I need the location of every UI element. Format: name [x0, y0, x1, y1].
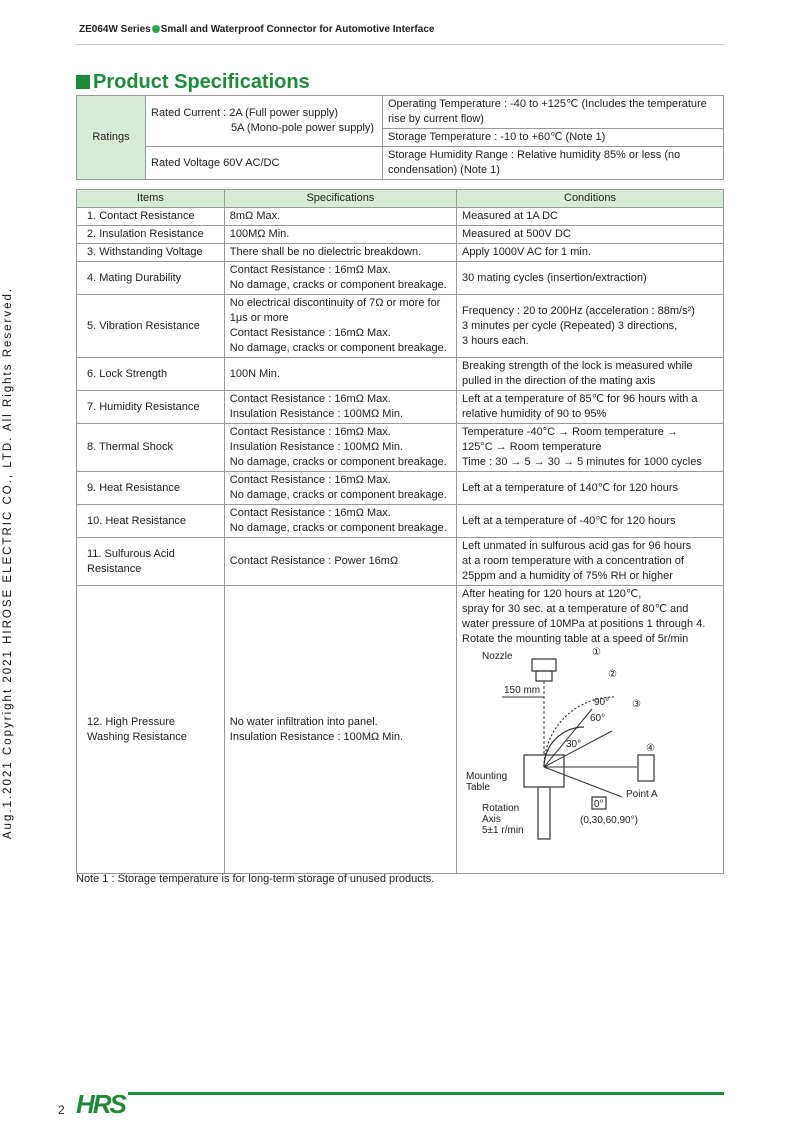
condition-line: 125°C → Room temperature	[462, 441, 602, 453]
condition-line: Left at a temperature of 140℃ for 120 hours	[462, 481, 678, 494]
condition-line: Breaking strength of the lock is measured while	[462, 360, 693, 372]
condition-line: pulled in the direction of the mating axis	[462, 375, 656, 387]
rotation-label-line1: Rotation	[482, 803, 520, 814]
angles-label: (0,30,60,90°)	[580, 815, 638, 826]
condition-line: After heating for 120 hours at 120℃,	[462, 588, 642, 600]
spec-line: No water infiltration into panel.	[229, 715, 378, 728]
spec-line: Contact Resistance : 16mΩ Max.	[229, 474, 391, 486]
table-row	[77, 226, 724, 244]
col-header-specifications: Specifications	[224, 190, 456, 208]
condition-line: Time : 30 → 5 → 30 → 5 minutes for 1000 cycles	[462, 456, 702, 468]
row-condition	[457, 295, 724, 358]
series-subtitle: Small and Waterproof Connector for Automotive Interface	[160, 24, 435, 35]
row-spec	[224, 262, 456, 295]
condition-line: Measured at 1A DC	[462, 210, 558, 222]
condition-line: Left at a temperature of -40℃ for 120 hours	[462, 514, 676, 527]
row-item: 7. Humidity Resistance	[77, 391, 225, 424]
row-item: 1. Contact Resistance	[77, 208, 225, 226]
speed-label: 5±1 r/min	[482, 825, 524, 836]
condition-line: Temperature -40°C → Room temperature →	[462, 426, 678, 438]
spec-line: 100N Min.	[229, 367, 280, 380]
angle-30-label: 30°	[566, 739, 582, 750]
specs-body	[77, 208, 724, 874]
series-name: ZE064W Series	[79, 24, 151, 35]
row-condition	[457, 586, 724, 874]
spec-line: Insulation Resistance : 100MΩ Min.	[229, 730, 404, 743]
spec-line: No damage, cracks or component breakage.	[229, 456, 447, 468]
condition-line: at a room temperature with a concentration of	[462, 555, 684, 567]
row-item: 8. Thermal Shock	[77, 424, 225, 472]
row-item: 3. Withstanding Voltage	[77, 244, 225, 262]
row-condition	[457, 391, 724, 424]
washing-test-diagram	[462, 647, 718, 847]
condition-line: Rotate the mounting table at a speed of 5r/min	[462, 633, 689, 645]
row-condition	[457, 538, 724, 586]
spec-line: No damage, cracks or component breakage.	[229, 489, 447, 501]
row-spec	[224, 208, 456, 226]
spec-line: Insulation Resistance : 100MΩ Min.	[229, 441, 404, 453]
row-item: 6. Lock Strength	[77, 358, 225, 391]
row-item: 10. Heat Resistance	[77, 505, 225, 538]
row-condition	[457, 226, 724, 244]
table-row	[77, 424, 724, 472]
table-row	[77, 208, 724, 226]
rated-current-line1: Rated Current : 2A (Full power supply)	[151, 107, 339, 119]
condition-line: Left unmated in sulfurous acid gas for 96 hours	[462, 540, 692, 552]
spec-line: No damage, cracks or component breakage.	[229, 342, 447, 354]
position-3-label: ③	[632, 699, 641, 710]
storage-temperature: Storage Temperature : -10 to +60℃ (Note 1)	[383, 129, 724, 147]
row-spec	[224, 226, 456, 244]
table-row	[77, 244, 724, 262]
section-title	[76, 71, 310, 94]
ratings-table	[76, 95, 724, 180]
page-number: 2	[58, 1103, 65, 1117]
condition-line: relative humidity of 90 to 95%	[462, 408, 607, 420]
spec-line: No damage, cracks or component breakage.	[229, 279, 447, 291]
condition-line: 3 minutes per cycle (Repeated) 3 directions,	[462, 319, 678, 332]
distance-label: 150 mm	[504, 685, 541, 696]
row-item: 9. Heat Resistance	[77, 472, 225, 505]
col-header-items: Items	[77, 190, 225, 208]
rotation-label-line2: Axis	[482, 814, 501, 825]
row-spec	[224, 391, 456, 424]
table-row	[77, 505, 724, 538]
header-title	[79, 24, 434, 35]
table-row	[77, 586, 724, 874]
mounting-label-line2: Table	[466, 782, 490, 793]
row-spec	[224, 505, 456, 538]
position-1-label: ①	[592, 647, 601, 658]
section-title-text: Product Specifications	[93, 71, 310, 93]
spec-line: No electrical discontinuity of 7Ω or more for	[229, 297, 441, 309]
row-condition	[457, 424, 724, 472]
condition-line: Measured at 500V DC	[462, 228, 571, 240]
rated-current	[146, 96, 383, 147]
table-row	[77, 538, 724, 586]
table-row	[77, 358, 724, 391]
spec-line: Contact Resistance : Power 16mΩ	[229, 555, 399, 567]
row-item: 12. High Pressure Washing Resistance	[77, 586, 225, 874]
row-spec	[224, 586, 456, 874]
row-condition	[457, 505, 724, 538]
row-item: 5. Vibration Resistance	[77, 295, 225, 358]
row-spec	[224, 538, 456, 586]
footer-divider	[128, 1092, 724, 1095]
spec-line: Contact Resistance : 16mΩ Max.	[229, 426, 391, 438]
table-row	[77, 472, 724, 505]
spec-line: Contact Resistance : 16mΩ Max.	[229, 393, 391, 405]
condition-line: 3 hours each.	[462, 334, 529, 347]
spec-line: There shall be no dielectric breakdown.	[229, 246, 422, 258]
square-bullet-icon	[76, 75, 90, 89]
row-spec	[224, 424, 456, 472]
spec-line: 1μs or more	[229, 312, 289, 324]
spec-line: Insulation Resistance : 100MΩ Min.	[229, 408, 404, 420]
mounting-label-line1: Mounting	[466, 771, 508, 782]
position-4-label: ④	[646, 743, 655, 754]
operating-temperature: Operating Temperature : -40 to +125℃ (Includes the temperature rise by current flow)	[383, 96, 724, 129]
row-item: 11. Sulfurous Acid Resistance	[77, 538, 225, 586]
rated-current-line2: 5A (Mono-pole power supply)	[231, 122, 375, 134]
row-condition	[457, 208, 724, 226]
bullet-dot-icon	[152, 25, 160, 33]
angle-60-label: 60°	[590, 713, 606, 724]
condition-line: 30 mating cycles (insertion/extraction)	[462, 271, 647, 284]
storage-humidity: Storage Humidity Range : Relative humidity 85% or less (no condensation) (Note 1)	[383, 147, 724, 180]
nozzle-label: Nozzle	[482, 651, 513, 662]
row-spec	[224, 244, 456, 262]
row-condition	[457, 358, 724, 391]
col-header-conditions: Conditions	[457, 190, 724, 208]
row-spec	[224, 358, 456, 391]
side-nozzle-shape	[638, 755, 654, 781]
row-item: 2. Insulation Resistance	[77, 226, 225, 244]
specs-table	[76, 189, 724, 874]
row-condition	[457, 244, 724, 262]
rated-voltage: Rated Voltage 60V AC/DC	[146, 147, 383, 180]
condition-line: water pressure of 10MPa at positions 1 through 4.	[462, 618, 706, 630]
header-divider	[76, 44, 724, 45]
spec-line: No damage, cracks or component breakage.	[229, 522, 447, 534]
spec-line: Contact Resistance : 16mΩ Max.	[229, 507, 391, 519]
angle-90-label: 90°	[594, 697, 610, 708]
condition-line: Apply 1000V AC for 1 min.	[462, 246, 592, 258]
position-2-label: ②	[608, 669, 617, 680]
row-condition	[457, 262, 724, 295]
spec-line: 8mΩ Max.	[229, 210, 281, 222]
point-a-label: Point A	[626, 789, 658, 800]
ratings-label: Ratings	[77, 96, 146, 180]
nozzle-shape	[532, 659, 556, 671]
condition-line: Left at a temperature of 85℃ for 96 hours with a	[462, 393, 698, 405]
row-spec	[224, 295, 456, 358]
hrs-logo: HRS	[76, 1089, 125, 1119]
rotation-axis-shape	[538, 787, 550, 839]
condition-line: Frequency : 20 to 200Hz (acceleration : 88m/s²)	[462, 304, 695, 317]
spray-line-60	[544, 709, 592, 767]
spec-line: Contact Resistance : 16mΩ Max.	[229, 327, 391, 339]
row-item: 4. Mating Durability	[77, 262, 225, 295]
row-condition	[457, 472, 724, 505]
footnote: Note 1 : Storage temperature is for long-term storage of unused products.	[76, 873, 435, 885]
spray-line-pointA	[544, 767, 622, 797]
copyright-side-text: Aug.1.2021 Copyright 2021 HIROSE ELECTRIC CO., LTD. All Rights Reserved.	[2, 286, 14, 840]
condition-line: 25ppm and a humidity of 75% RH or higher	[462, 570, 673, 582]
spec-line: 100MΩ Min.	[229, 228, 290, 240]
spec-line: Contact Resistance : 16mΩ Max.	[229, 264, 391, 276]
table-row	[77, 295, 724, 358]
zero-angle-label: 0°	[594, 799, 604, 810]
nozzle-tip-shape	[536, 671, 552, 681]
table-row	[77, 391, 724, 424]
condition-line: spray for 30 sec. at a temperature of 80℃ and	[462, 603, 689, 615]
table-row	[77, 262, 724, 295]
row-spec	[224, 472, 456, 505]
